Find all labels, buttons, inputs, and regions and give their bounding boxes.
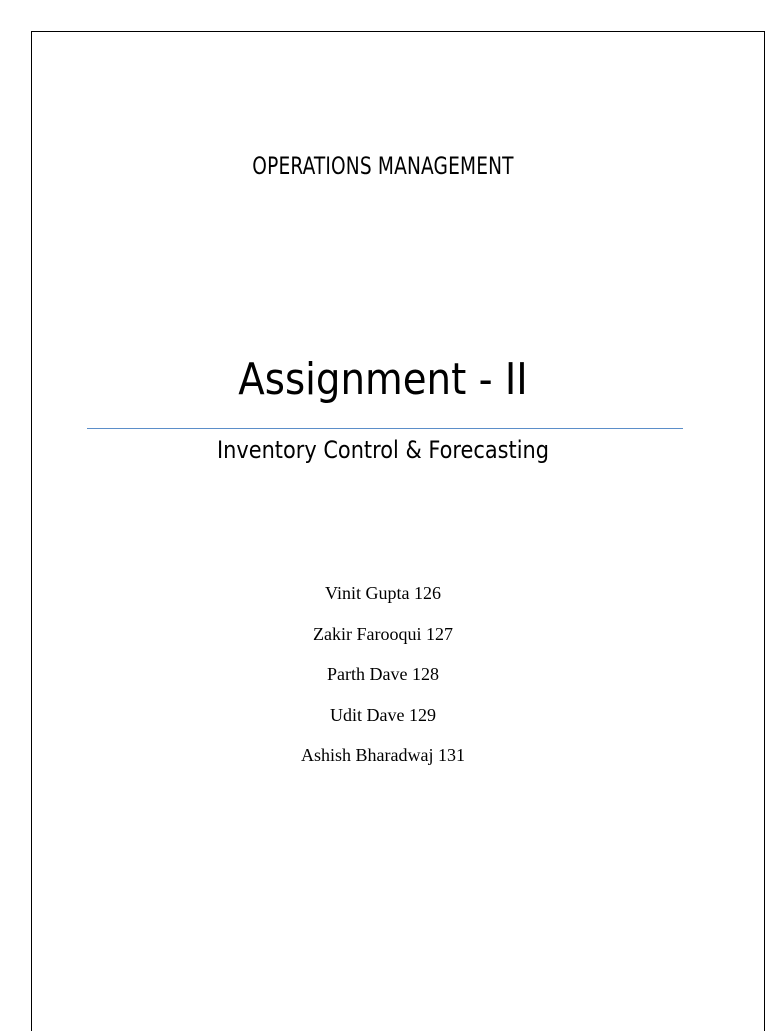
member-item: Parth Dave 128 (327, 664, 439, 684)
title-divider (87, 428, 683, 429)
document-title: Assignment - II (238, 354, 528, 405)
document-page (31, 31, 765, 1031)
document-subtitle: Inventory Control & Forecasting (216, 436, 550, 464)
member-list (32, 581, 734, 784)
member-item: Zakir Farooqui 127 (313, 623, 453, 644)
course-name: OPERATIONS MANAGEMENT (252, 152, 514, 180)
member-item: Ashish Bharadwaj 131 (301, 745, 465, 765)
member-item: Vinit Gupta 126 (325, 583, 441, 603)
member-item: Udit Dave 129 (330, 704, 436, 725)
